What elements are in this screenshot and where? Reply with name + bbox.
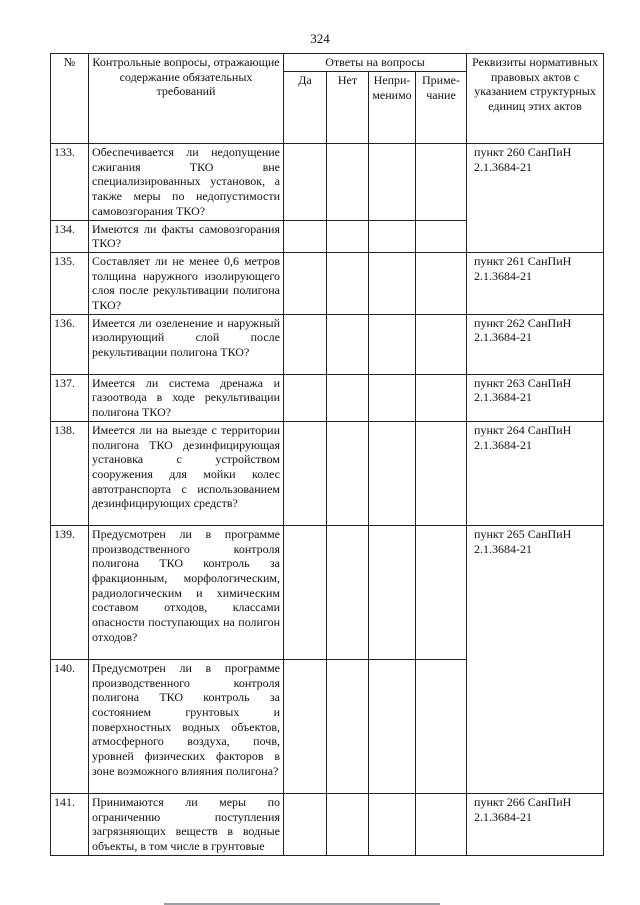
answer-note-cell xyxy=(416,374,467,421)
header-questions: Контрольные вопросы, отражающие содержание обязательных требований xyxy=(89,54,284,144)
answer-note-cell xyxy=(416,252,467,314)
row-number: 139. xyxy=(51,525,89,659)
row-question: Предусмотрен ли в программе производственного контроля полигона ТКО контроль за фракционным, морфологическим, радиологическим и химическим составом отходов, классами опасности поступающих на полигон отходов? xyxy=(89,525,284,659)
answer-note-cell xyxy=(416,793,467,855)
row-question: Составляет ли не менее 0,6 метров толщина наружного изолирующего слоя после рекультивации полигона ТКО? xyxy=(89,252,284,314)
answer-not-applicable-cell xyxy=(369,252,416,314)
checklist-table xyxy=(50,53,604,856)
answer-no-cell xyxy=(327,220,369,252)
table-row xyxy=(51,374,604,421)
answer-no-cell xyxy=(327,374,369,421)
header-number: № xyxy=(51,54,89,144)
answer-note-cell xyxy=(416,659,467,793)
header-no: Нет xyxy=(327,72,369,144)
table-row xyxy=(51,421,604,525)
answer-not-applicable-cell xyxy=(369,220,416,252)
table-row xyxy=(51,314,604,374)
answer-not-applicable-cell xyxy=(369,525,416,659)
row-reference: пункт 260 СанПиН 2.1.3684-21 xyxy=(467,144,604,253)
answer-no-cell xyxy=(327,525,369,659)
header-yes: Да xyxy=(284,72,327,144)
page-number: 324 xyxy=(310,31,330,46)
answer-yes-cell xyxy=(284,421,327,525)
header-answers: Ответы на вопросы xyxy=(284,54,467,72)
answer-not-applicable-cell xyxy=(369,314,416,374)
answer-not-applicable-cell xyxy=(369,374,416,421)
answer-note-cell xyxy=(416,525,467,659)
row-number: 135. xyxy=(51,252,89,314)
row-reference: пункт 261 СанПиН 2.1.3684-21 xyxy=(467,252,604,314)
row-number: 136. xyxy=(51,314,89,374)
answer-no-cell xyxy=(327,793,369,855)
row-number: 141. xyxy=(51,793,89,855)
row-reference: пункт 264 СанПиН 2.1.3684-21 xyxy=(467,421,604,525)
answer-not-applicable-cell xyxy=(369,793,416,855)
table-row xyxy=(51,793,604,855)
answer-note-cell xyxy=(416,314,467,374)
table-row xyxy=(51,144,604,221)
answer-no-cell xyxy=(327,314,369,374)
row-question: Имеется ли на выезде с территории полигона ТКО дезинфицирующая установка с устройством сооружения для мойки колес автотранспорта с использованием дезинфицирующих средств? xyxy=(89,421,284,525)
header-not-applicable: Непри-менимо xyxy=(369,72,416,144)
answer-yes-cell xyxy=(284,374,327,421)
row-reference: пункт 262 СанПиН 2.1.3684-21 xyxy=(467,314,604,374)
answer-yes-cell xyxy=(284,525,327,659)
answer-no-cell xyxy=(327,144,369,221)
row-number: 134. xyxy=(51,220,89,252)
row-number: 133. xyxy=(51,144,89,221)
header-note: Приме-чание xyxy=(416,72,467,144)
answer-not-applicable-cell xyxy=(369,659,416,793)
header-requisites: Реквизиты нормативных правовых актов с указанием структурных единиц этих актов xyxy=(467,54,604,144)
table-row xyxy=(51,252,604,314)
row-number: 137. xyxy=(51,374,89,421)
answer-yes-cell xyxy=(284,220,327,252)
answer-yes-cell xyxy=(284,144,327,221)
answer-yes-cell xyxy=(284,793,327,855)
answer-note-cell xyxy=(416,421,467,525)
answer-yes-cell xyxy=(284,659,327,793)
answer-not-applicable-cell xyxy=(369,421,416,525)
row-question: Принимаются ли меры по ограничению поступления загрязняющих веществ в водные объекты, в том числе в грунтовые xyxy=(89,793,284,855)
row-reference: пункт 263 СанПиН 2.1.3684-21 xyxy=(467,374,604,421)
answer-no-cell xyxy=(327,659,369,793)
row-question: Имеется ли озеленение и наружный изолирующий слой после рекультивации полигона ТКО? xyxy=(89,314,284,374)
answer-yes-cell xyxy=(284,314,327,374)
answer-yes-cell xyxy=(284,252,327,314)
row-question: Имеется ли система дренажа и газоотвода в ходе рекультивации полигона ТКО? xyxy=(89,374,284,421)
row-question: Имеются ли факты самовозгорания ТКО? xyxy=(89,220,284,252)
row-reference: пункт 265 СанПиН 2.1.3684-21 xyxy=(467,525,604,793)
row-number: 138. xyxy=(51,421,89,525)
answer-no-cell xyxy=(327,421,369,525)
answer-note-cell xyxy=(416,220,467,252)
row-reference: пункт 266 СанПиН 2.1.3684-21 xyxy=(467,793,604,855)
row-question: Предусмотрен ли в программе производственного контроля полигона ТКО контроль за состоянием грунтовых и поверхностных водных объектов, атмосферного воздуха, почв, уровней физических факторов в зоне возможного влияния полигона? xyxy=(89,659,284,793)
answer-no-cell xyxy=(327,252,369,314)
table-row xyxy=(51,525,604,659)
answer-not-applicable-cell xyxy=(369,144,416,221)
row-question: Обеспечивается ли недопущение сжигания ТКО вне специализированных установок, а также меры по недопустимости самовозгорания ТКО? xyxy=(89,144,284,221)
answer-note-cell xyxy=(416,144,467,221)
row-number: 140. xyxy=(51,659,89,793)
